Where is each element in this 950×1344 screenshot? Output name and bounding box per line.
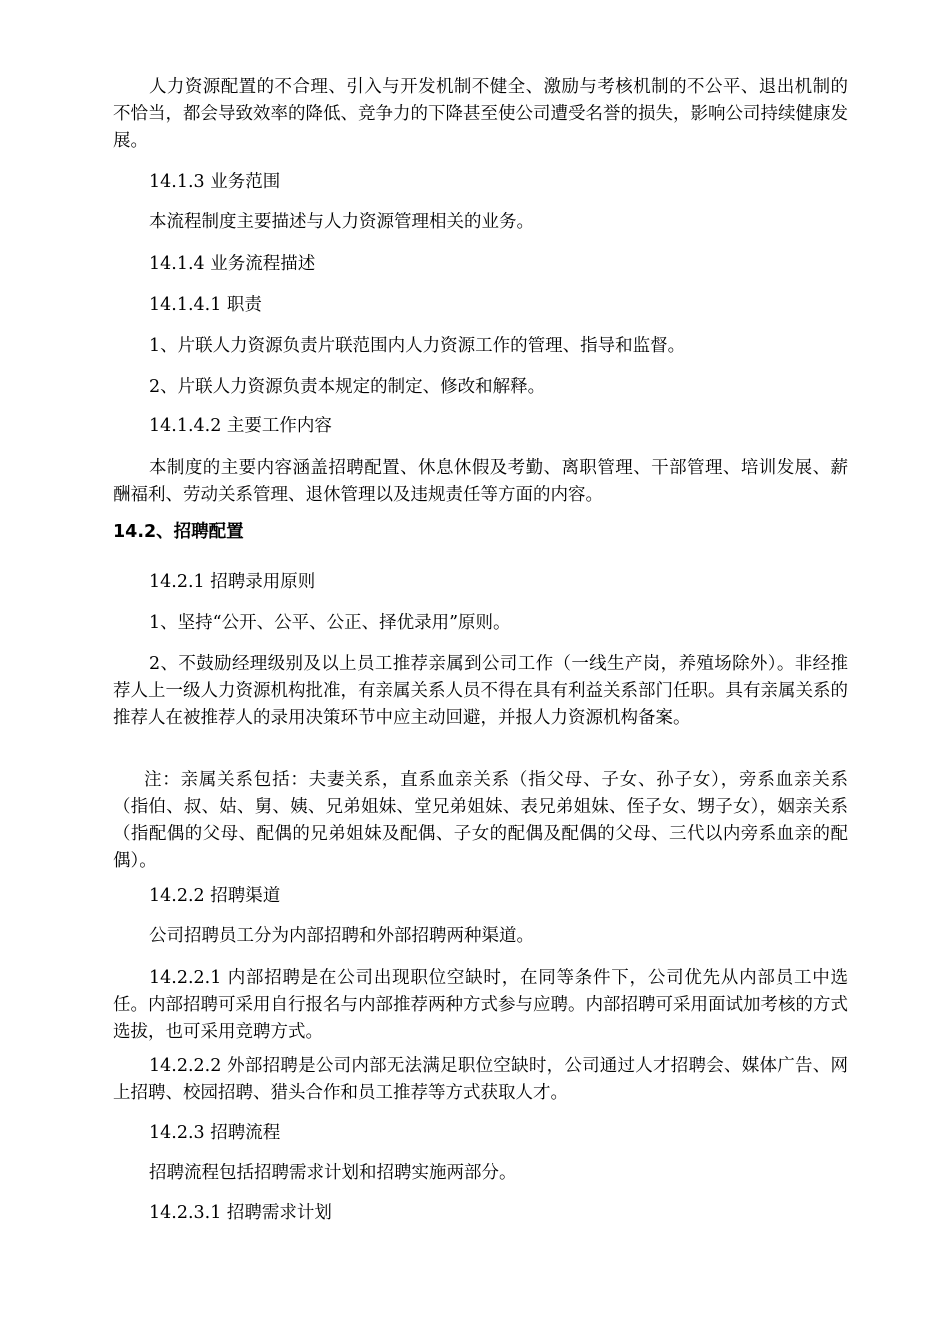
paragraph-duty-1: 1、片联人力资源负责片联范围内人力资源工作的管理、指导和监督。: [149, 336, 686, 356]
section-heading-14-2-1: 14.2.1 招聘录用原则: [149, 572, 316, 592]
section-heading-14-2-3: 14.2.3 招聘流程: [149, 1123, 281, 1143]
paragraph-principle-1: 1、坚持“公开、公平、公正、择优录用”原则。: [149, 613, 511, 633]
paragraph-external-recruit: 14.2.2.2 外部招聘是公司内部无法满足职位空缺时，公司通过人才招聘会、媒体广告、网上招聘、校园招聘、猎头合作和员工推荐等方式获取人才。: [113, 1056, 848, 1103]
paragraph-hr-risk: 人力资源配置的不合理、引入与开发机制不健全、激励与考核机制的不公平、退出机制的不恰当，都会导致效率的降低、竞争力的下降甚至使公司遭受名誉的损失，影响公司持续健康发展。: [113, 77, 848, 151]
paragraph-principle-2: 2、不鼓励经理级别及以上员工推荐亲属到公司工作（一线生产岗，养殖场除外）。非经推荐人上一级人力资源机构批准，有亲属关系人员不得在具有利益关系部门任职。具有亲属关系的推荐人在被推荐人的录用决策环节中应主动回避，并报人力资源机构备案。: [113, 654, 848, 728]
paragraph-business-scope: 本流程制度主要描述与人力资源管理相关的业务。: [149, 212, 534, 232]
paragraph-duty-2: 2、片联人力资源负责本规定的制定、修改和解释。: [149, 377, 546, 397]
section-heading-14-1-4-1: 14.1.4.1 职责: [149, 295, 262, 315]
paragraph-recruit-channels: 公司招聘员工分为内部招聘和外部招聘两种渠道。: [149, 926, 534, 946]
paragraph-relatives-note: 注：亲属关系包括：夫妻关系，直系血亲关系（指父母、子女、孙子女），旁系血亲关系（指伯、叔、姑、舅、姨、兄弟姐妹、堂兄弟姐妹、表兄弟姐妹、侄子女、甥子女），姻亲关系（指配偶的父母、配偶的兄弟姐妹及配偶、子女的配偶及配偶的父母、三代以内旁系血亲的配偶）。: [113, 770, 848, 871]
section-heading-14-1-3: 14.1.3 业务范围: [149, 172, 281, 192]
paragraph-main-content: 本制度的主要内容涵盖招聘配置、休息休假及考勤、离职管理、干部管理、培训发展、薪酬福利、劳动关系管理、退休管理以及违规责任等方面的内容。: [113, 458, 848, 505]
section-heading-14-1-4: 14.1.4 业务流程描述: [149, 254, 316, 274]
section-heading-14-1-4-2: 14.1.4.2 主要工作内容: [149, 416, 332, 436]
section-heading-14-2-3-1: 14.2.3.1 招聘需求计划: [149, 1203, 332, 1223]
paragraph-internal-recruit: 14.2.2.1 内部招聘是在公司出现职位空缺时，在同等条件下，公司优先从内部员工中选任。内部招聘可采用自行报名与内部推荐两种方式参与应聘。内部招聘可采用面试加考核的方式选拔，也可采用竞聘方式。: [113, 968, 848, 1042]
section-heading-14-2: 14.2、招聘配置: [113, 522, 244, 542]
paragraph-recruit-process: 招聘流程包括招聘需求计划和招聘实施两部分。: [149, 1163, 517, 1183]
section-heading-14-2-2: 14.2.2 招聘渠道: [149, 886, 281, 906]
